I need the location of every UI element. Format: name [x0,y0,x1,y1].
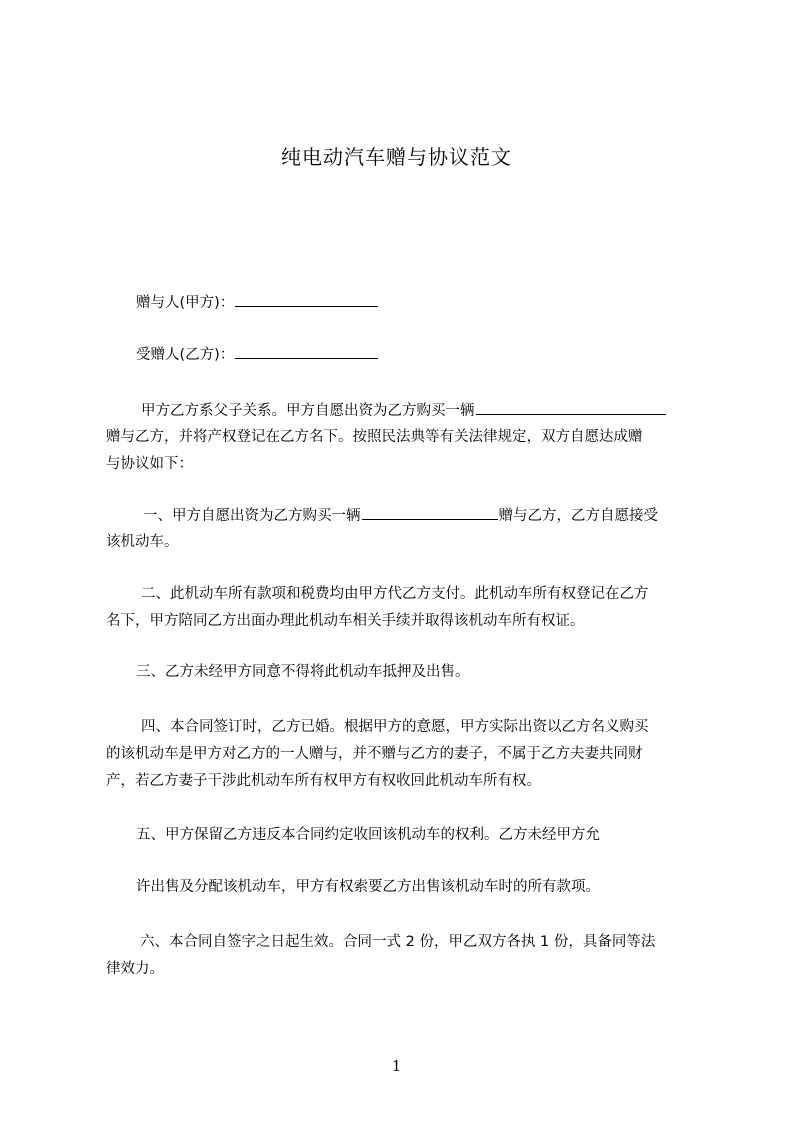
clause-4-line-3: 产，若乙方妻子干涉此机动车所有权甲方有权收回此机动车所有权。 [106,773,541,789]
donee-line [136,344,379,365]
clause-1-text-post: 赠与乙方，乙方自愿接受 [498,508,658,524]
intro-line-1 [141,400,667,421]
clause-5-line-1: 五、甲方保留乙方违反本合同约定收回该机动车的权利。乙方未经甲方允 [136,827,600,843]
intro-text-1: 甲方乙方系父子关系。甲方自愿出资为乙方购买一辆 [141,403,475,419]
intro-vehicle-blank [476,400,666,415]
clause-2-line-1: 二、此机动车所有款项和税费均由甲方代乙方支付。此机动车所有权登记在乙方 [141,586,649,602]
clause-4-line-1: 四、本合同签订时，乙方已婚。根据甲方的意愿，甲方实际出资以乙方名义购买 [141,719,649,735]
donee-label: 受赠人(乙方)： [136,347,235,363]
document-title: 纯电动汽车赠与协议范文 [281,145,512,169]
clause-6-line-1: 六、本合同自签字之日起生效。合同一式 2 份，甲乙双方各执 1 份，具备同等法 [140,934,656,950]
intro-line-2: 赠与乙方，并将产权登记在乙方名下。按照民法典等有关法律规定，双方自愿达成赠 [106,429,643,445]
donor-blank [235,292,378,307]
clause-5-line-2: 许出售及分配该机动车，甲方有权索要乙方出售该机动车时的所有款项。 [136,879,600,895]
donor-line [136,292,379,313]
clause-6-line-2: 律效力。 [106,961,164,977]
clause-1-text-pre: 一、甲方自愿出资为乙方购买一辆 [143,508,361,524]
clause-4-line-2: 的该机动车是甲方对乙方的一人赠与，并不赠与乙方的妻子，不属于乙方夫妻共同财 [106,746,643,762]
clause-3-line-1: 三、乙方未经甲方同意不得将此机动车抵押及出售。 [136,664,470,680]
clause-1-line-2: 该机动车。 [106,534,179,550]
clause-1-vehicle-blank [362,505,498,520]
donee-blank [235,344,378,359]
page-number: 1 [391,1057,402,1075]
donor-label: 赠与人(甲方)： [136,295,235,311]
clause-1-line-1 [143,505,658,526]
intro-line-3: 与协议如下： [106,456,193,472]
clause-2-line-2: 名下，甲方陪同乙方出面办理此机动车相关手续并取得该机动车所有权证。 [106,613,585,629]
